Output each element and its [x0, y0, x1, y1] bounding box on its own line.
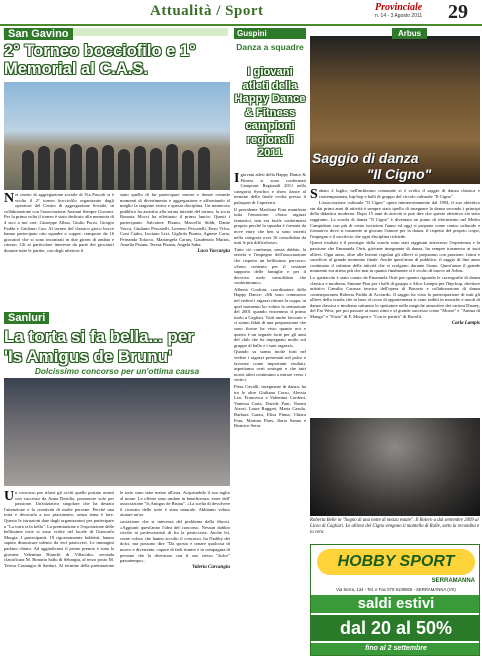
drop-cap: U [4, 490, 15, 504]
location-tag: Guspini [234, 28, 306, 39]
dancer-photo [310, 418, 480, 516]
issue-date: n. 14 - 3 Agosto 2011 [375, 13, 423, 19]
paragraph: Quando su siamo molte forti nel vedere i ragazzi presentati nel palco e lavorare come importanti risultati, aspettiamo certi sostegni e che tutti nostri atleti continuino a mirare verso i vertici. [234, 349, 306, 383]
advertisement [310, 544, 480, 656]
byline: Valeria Carcangiu [192, 564, 230, 570]
article-headline: Saggio di danza [312, 150, 419, 166]
paragraph: ei centro di aggregazione sociale di Via Pascoli si è svolto il 2° torneo bocciofilo organizzato dagli operatori del Centro di aggregazione Sociale, in collaborazione con l'associazione Anziani Sempre Giovani. Per la prima volta il torneo è stato dedicato alla memoria di 4 soci a noi cari: Giuseppe Albus, Giulio Porru, Giorgio Fadda e Giuliano Cau. Al torneo del classico gioco bocce hanno partecipato otto squadre a coppie, composte da 16 giocatori che si sono incontrati in due giorni di andata e ritorno. Gli ai particolare interesse da parte dei giocatori durante tutte le partite, con degli ulteriori il [4, 192, 114, 253]
article-kicker: Danza a squadre [236, 42, 304, 52]
paragraph: Questi risultati e il prestigio della scuola sono stati raggiunti attraverso l'esperienza e la passione che Emanuela Orrù, giovane insegnante di danza, ha sempre trasmesso ai suoi allievi. Ogni anno, oltre alle lezioni regolari gli allievi si preparano con passione, fatica e sacrificio al grande momento finale. Anche quest'anno di pubblico, il saggio di fine anno continuato il culmine delle attività che si svolgono durante l'anno. Quest'anno il grande momento era atteso più che mai in quanto finalmente si è svolto di nuovo ad Arbus. [310, 240, 480, 274]
article-headline-line2: 'Is Amigus de Brunu' [4, 347, 173, 366]
paragraph: Piera Cavalli, insegnante di danza, ha tra le altre Giuliana Corso, Alessia Leo, Francesca e Valentina Cordoni, Vanessa Caria, Davide Pani, Noemi Atzori, Laura Ruggeri, Maria Casula, Barbara Garau, Elisa Pinna, Chiara Frau, Martina Piras, Ilaria Sanna e Beatrice Serra. [234, 383, 306, 429]
group-photo [4, 82, 230, 190]
photo-caption: Roberta Belle in "Sogno di una notte di mezza estate". Il Bolero a dal settembre 2009 al Liceo di Cagliari. Le allieve del Cigno vengono il mantello di Rolle, sotto la recondita e la vera. [310, 518, 480, 535]
paragraph: Lo spettacolo è stato curato da Emanuela Orrù per quanto riguarda le coreografie di danza classica e moderna, Simone Pisu per i balli di gruppo e Alice Lampis per l'hip-hop, direttore artistico Camilio Carassa tecnico dell'opera di Busseto e collaborazione di danza contemporanea Roberta Fadda di Acciardo. Il saggio ha visto la partecipazione di tutti gli allievi della scuola che in base al corso di appartenenza si sono esibiti in musiche e assoli di danza classica e moderna catturato lo spettatore nelle magiche atmosfere dei cartoni Disney, del Far West, per poi passare ai maxi ritmi e al grande successo come "Mosse" e "Anima di Mango" e "Forte" di F. Morgesi e "Con te partirò" di Bocelli. [310, 274, 480, 320]
drop-cap: I [234, 172, 240, 186]
article-body [310, 188, 480, 416]
section-title: Attualità / Sport [150, 3, 264, 19]
paragraph: giovani atleti della Happy Dance & Fitness si sono confermati Campioni Regionali 2011 nella categoria Synchro e show dance al termine della finale svolta presso il palasport di Capoterra. [234, 172, 306, 205]
ad-sale-discount: dal 20 al 50% [311, 615, 480, 641]
ad-brand: HOBBY SPORT [337, 553, 455, 570]
ad-address: Via Serra, 134 - Tel. e Fax 070 9138065 - SERRAMANNA (VS) [336, 587, 456, 592]
drop-cap: S [310, 188, 318, 202]
article-body [4, 192, 230, 310]
byline: Luca Vaccargiu [197, 248, 230, 254]
paragraph: Tutto ciò conferma, senza dubbio, la serietà e l'impegno dell'associazione che rispetta un bellissimo percorso: «Sono contento per il costante supporto delle famiglie e per il decisivo ruolo consolidato che confermiamo». [234, 246, 306, 286]
article-subtitle: Dolcissimo concorso per un'ottima causa [34, 366, 200, 376]
article-headline: I giovani atleti della Happy Dance & Fitness campioni regionali 2011 [234, 66, 306, 159]
drop-cap: N [4, 192, 15, 206]
page-number: 29 [448, 1, 468, 23]
article-body [4, 490, 230, 656]
ad-place: SERRAMANNA [431, 578, 475, 584]
paragraph: Alberto Cordoni, coordinatore della Happy Dance: «Mi sono commosso nel vedere i ragazzi ritirare la coppa, in quel momento ho voluto la sensazione del 2001 quando vincemmo il primo titolo a Cagliari. Tutti anche lavorato e ci siamo fidati di una preparazione che sono fiorire ha visto quanto noi e questo è un segnale forte per gli anni del club che ha impegnato molto sul gruppo di ballo e i suoi ragazzi». [234, 286, 306, 348]
paragraph: n concorso per rifarsi gli occhi quello portato avanti con successo da Anna Desidia, promotore solo per passione. Un'iniziativa singolare che ha destato l'attenzione e la creatività di molte persone. Perché una torta e decorarla a tuo piacimento, senza tema è fare. Questo le istruzioni date dagli organizzatori per partecipare a "La torta si fa bella". La premiazione e l'esposizione delle bellissime torte si sono svolte nel locale di Giancarlo Murgia. I partecipanti, 19 rigorosamente hobbisti, hanno saputo dimostrare talento da veri pasticceri. Le immagini parlano chiaro. Ad aggiudicarsi il primo premio è stata la giovane Valentina Bianchi di Villacidro, seconda classificata M. Bonaria Sallu di Sebargiu, al terzo posto M. Teresa Castangia di Sanluri. Al termine della premiazione le torte sono state messe all'asta. Acquistabile il suo taglio al nome. Le offerte sono andate in beneficenza: esser dell' associazione "Is Amigus de Brunu". «La scelta di devolvere il ricavato delle torte è stata naturale. Abbiamo voluto aiutare un'as- [4, 490, 230, 568]
article-headline: La torta si fa bella... per [4, 327, 194, 346]
article-headline: 2° Torneo bocciofilo e 1° Memorial al C.A.S. [4, 42, 196, 78]
paragraph: L'associazione culturale "Il Cigno" opera ininterrottamente dal 1994, il suo obiettivo sin dai primi anni di attività è sempre stato quello di insegnare la danza secondo i principi della didattica moderna. Dopo 15 anni di attività si può dire che questo obiettivo sia stato raggiunto. La scuola di danza "Il Cigno" è diventata un punto di riferimento nel Medio Campidano con più di cento iscrizioni l'anno ed oggi si propone come centro culturale e formativo dove si trasmette ai giovani l'amore per la danza, il rispetto del proprio corpo, l'impegno e il sacrificio che ogni disciplina richiede. [310, 200, 480, 239]
byline: Carla Lampis [451, 320, 480, 326]
paragraph: stato quello di far partecipare sonore e donne creando momenti di divertimento e aggregazione e affrontando al meglio la stagione estiva e questa disciplina. Un numeroso pubblico ha assistito alla serata iniziale del torneo, la socia Bonaria Mocci ha effettuato il primo lancio. Questi i partecipanti: Salvatore Pisanu, Marcello Siddi, Dante Vacca, Giuliano Pescatelli, Lorenzo Pescatelli, Enzo Vilca, Coni Ciabu, Luciano Lixi, Gigliola Pisanu, Agnese Caria, Fernanda Tolacco, Mariangela Carras, Gaudenzio Murtas, Anselia Pisanu, Teresa Pisanu, Angela Saba. [120, 192, 230, 248]
award-photo [4, 378, 230, 486]
ad-logo [317, 549, 475, 575]
article-headline-line2: "Il Cigno" [366, 166, 432, 182]
paragraph: abato 2 luglio, nell'anfiteatro comunale si è svolto il saggio di danza classica e contemporanea, hip-hop e balli di gruppo del circolo culturale "Il Cigno". [318, 188, 480, 199]
paragraph: Il presidente Marilena Frau manifesta tutta l'emozione: «Sono ragazzi fantastici, non era facile confermarsi proprio perché la squadra è formata da nove entry che ben si sono inseriti nella categoria over 16 consolidata da tutti le più difficoltose». [234, 206, 306, 246]
newspaper-brand: Provinciale [375, 2, 423, 13]
location-tag: Arbus [392, 28, 427, 39]
article-body [234, 172, 306, 656]
location-tag: Sanluri [4, 312, 49, 324]
page-header [0, 0, 482, 26]
ad-sale-until: fino al 2 settembre [311, 643, 480, 655]
ad-sale-headline: saldi estivi [311, 595, 480, 613]
paragraph: sociazione che si interessa del problema della fibrosi. «Aggiunti quest'anno l'idea del concorso. Nessun dubbio rivolto ai professionisti di fra la pasticceria. Anche lei, come coloro che hanno accolto il concorso, ha l'hobby dei dolci, ma possono dire "Da sposta e ornare qualcosa di nuovo e divertente, capace di farli riunire e in compagnia di persone che la divertono con il suo stesso "dolce" passatempo». [120, 518, 230, 564]
location-tag: San Gavino [4, 28, 73, 40]
